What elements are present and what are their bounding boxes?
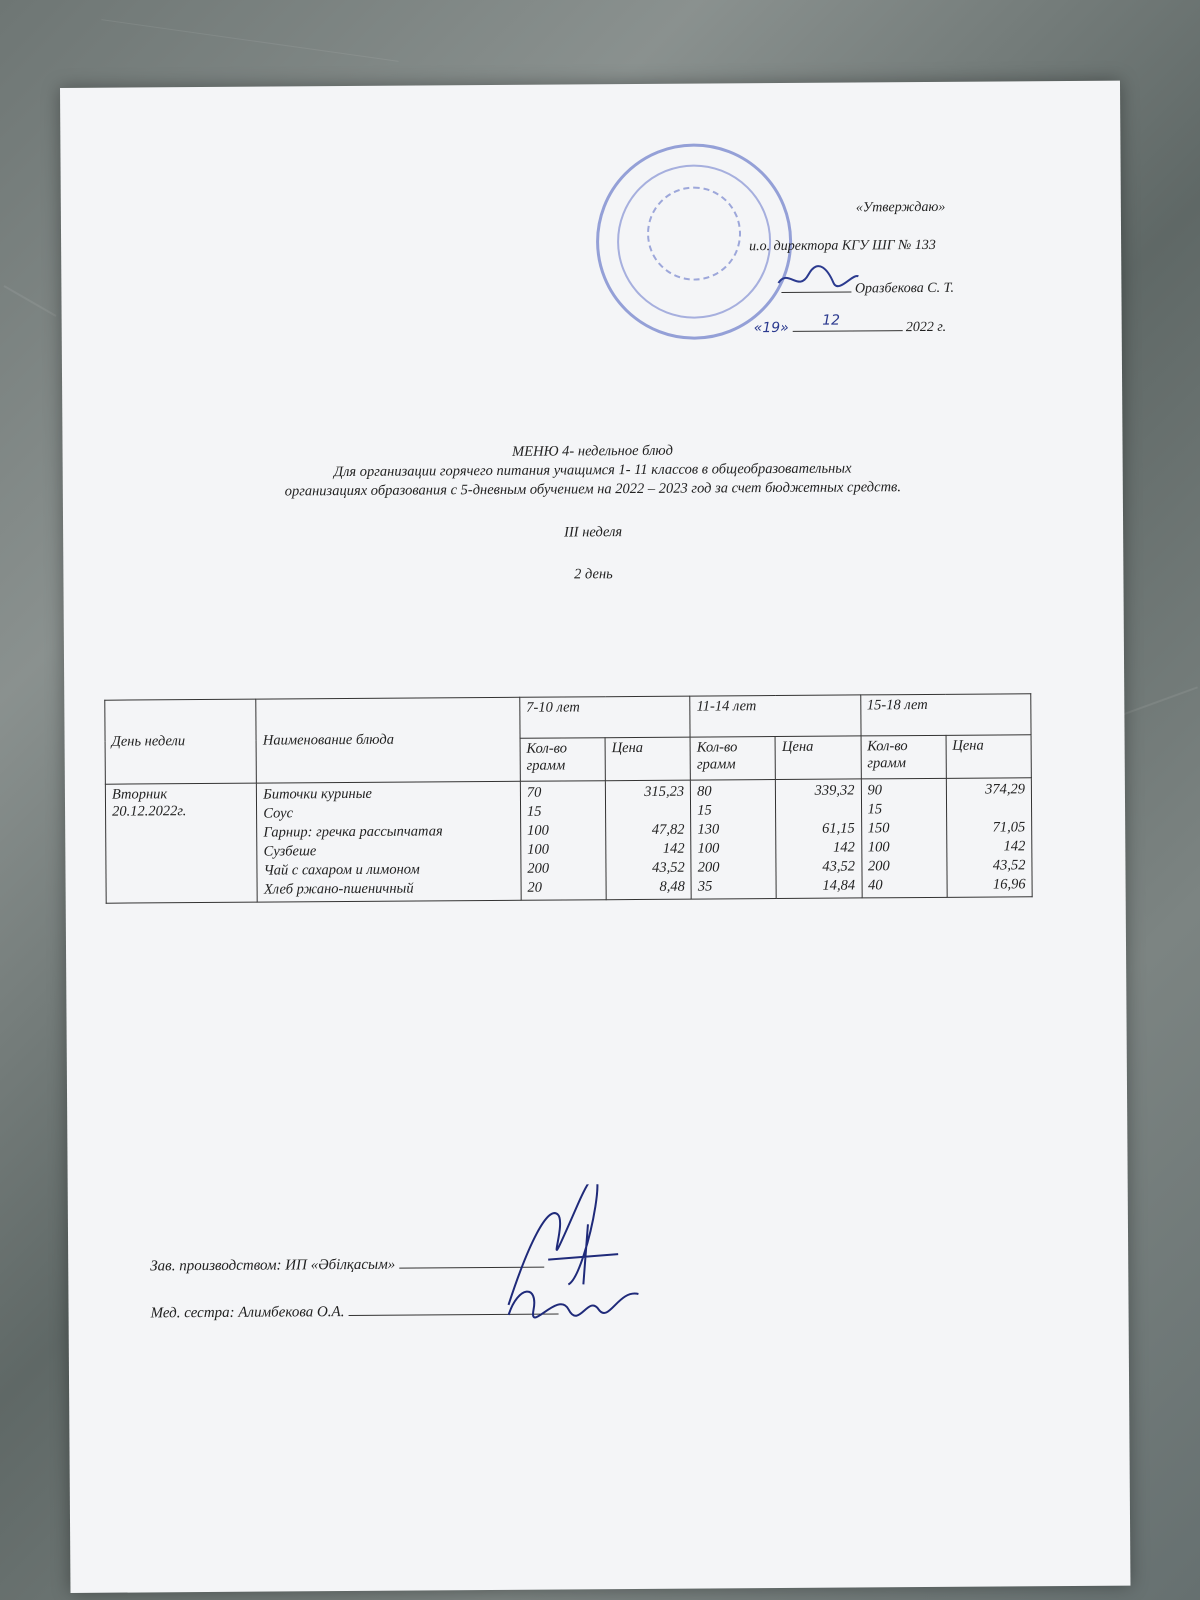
cell-line: 14,84 bbox=[822, 877, 856, 894]
header-age-11-14: 11-14 лет bbox=[690, 695, 861, 737]
cell-line: 8,48 bbox=[659, 878, 685, 895]
qty-11-14 bbox=[691, 780, 777, 900]
header-price: Цена bbox=[946, 735, 1032, 779]
header-qty: Кол-во грамм bbox=[520, 738, 605, 782]
cell-line: 40 bbox=[868, 877, 883, 894]
day-label: 2 день bbox=[574, 566, 613, 583]
production-label: Зав. производством: ИП «Әбілқасым» bbox=[150, 1256, 396, 1275]
emblem-icon bbox=[647, 186, 742, 281]
cell-line: 130 bbox=[697, 821, 720, 838]
approval-name: Оразбекова С. Т. bbox=[854, 280, 955, 297]
cell-line: Соус bbox=[263, 805, 294, 822]
cell-line bbox=[782, 800, 854, 820]
header-age-15-18: 15-18 лет bbox=[860, 694, 1031, 736]
cell-line: 339,32 bbox=[814, 782, 855, 799]
cell-line: 100 bbox=[867, 839, 890, 856]
director-signature bbox=[773, 262, 863, 295]
cell-line: 100 bbox=[697, 840, 720, 857]
header-day: День недели bbox=[105, 699, 257, 784]
cell-line: Сузбеше bbox=[263, 843, 317, 860]
cell-line: Чай с сахаром и лимоном bbox=[263, 861, 420, 879]
cell-line: 15 bbox=[697, 802, 712, 819]
approval-date-day: «19» bbox=[753, 319, 789, 337]
header-dish: Наименование блюда bbox=[256, 697, 520, 783]
cell-line: 80 bbox=[697, 783, 712, 800]
header-price: Цена bbox=[605, 737, 690, 781]
header-age-7-10: 7-10 лет bbox=[520, 696, 691, 738]
cell-line: 43,52 bbox=[651, 859, 685, 876]
cell-line: 142 bbox=[1003, 838, 1026, 855]
cell-line bbox=[612, 802, 684, 822]
cell-line: 142 bbox=[833, 839, 855, 856]
cell-line: 142 bbox=[662, 840, 685, 857]
cell-line: 90 bbox=[867, 782, 883, 799]
cell-line: 47,82 bbox=[651, 821, 685, 838]
cell-line: Гарнир: гречка рассыпчатая bbox=[263, 823, 443, 841]
cell-line: 374,29 bbox=[984, 781, 1025, 798]
day-cell bbox=[105, 783, 257, 903]
cell-line: 200 bbox=[697, 859, 720, 876]
cell-line: 15 bbox=[867, 801, 883, 818]
qty-15-18 bbox=[861, 778, 947, 898]
approval-date-year: 2022 г. bbox=[905, 319, 947, 336]
dish-list bbox=[257, 781, 521, 902]
production-signature-line bbox=[150, 1253, 544, 1276]
document-title bbox=[62, 439, 1122, 503]
price-7-10 bbox=[605, 780, 691, 900]
approval-date-month: 12 bbox=[822, 312, 841, 329]
menu-table bbox=[104, 693, 1032, 903]
cell-line: 200 bbox=[527, 860, 550, 877]
title-line-1: МЕНЮ 4- недельное блюд bbox=[512, 442, 673, 460]
qty-7-10 bbox=[520, 781, 606, 901]
cell-line: 70 bbox=[526, 784, 542, 801]
cell-line: 61,15 bbox=[822, 820, 855, 837]
cell-line: 20 bbox=[527, 879, 543, 896]
day-name: Вторник bbox=[111, 786, 168, 803]
cell-line: 100 bbox=[527, 822, 549, 839]
cell-line: 200 bbox=[867, 858, 890, 875]
cell-line: 150 bbox=[867, 820, 890, 837]
cell-line: Хлеб ржано-пшеничный bbox=[263, 880, 414, 898]
title-line-3: организациях образования с 5-дневным обучением на 2022 – 2023 год за счет бюджетных средств. bbox=[284, 479, 902, 500]
cell-line: 43,52 bbox=[822, 858, 856, 875]
table-row bbox=[105, 778, 1032, 903]
header-row-1 bbox=[105, 694, 1031, 741]
cell-line: 71,05 bbox=[992, 819, 1026, 836]
cell-line: Биточки куриные bbox=[263, 785, 373, 803]
approval-heading: «Утверждаю» bbox=[855, 199, 946, 216]
nurse-signature bbox=[498, 1279, 648, 1330]
header-qty: Кол-во грамм bbox=[861, 735, 946, 779]
approval-date bbox=[753, 312, 947, 337]
cell-line: 35 bbox=[697, 878, 713, 895]
price-15-18 bbox=[946, 778, 1032, 898]
cell-line: 43,52 bbox=[992, 857, 1026, 874]
header-qty: Кол-во грамм bbox=[690, 737, 775, 781]
cell-line: 315,23 bbox=[644, 783, 685, 800]
price-11-14 bbox=[776, 779, 862, 899]
nurse-label: Мед. сестра: Алимбекова О.А. bbox=[150, 1304, 345, 1322]
approval-position: и.о. директора КГУ ШГ № 133 bbox=[749, 237, 936, 255]
week-label: III неделя bbox=[564, 524, 623, 541]
cell-line: 16,96 bbox=[992, 876, 1026, 893]
header-price: Цена bbox=[775, 736, 860, 780]
title-line-2: Для организации горячего питания учащимся 1- 11 классов в общеобразовательных bbox=[333, 460, 852, 481]
cell-line: 15 bbox=[526, 803, 542, 820]
day-date: 20.12.2022г. bbox=[111, 803, 187, 820]
document-page bbox=[60, 81, 1130, 1593]
cell-line: 100 bbox=[527, 841, 550, 858]
cell-line bbox=[953, 799, 1025, 819]
